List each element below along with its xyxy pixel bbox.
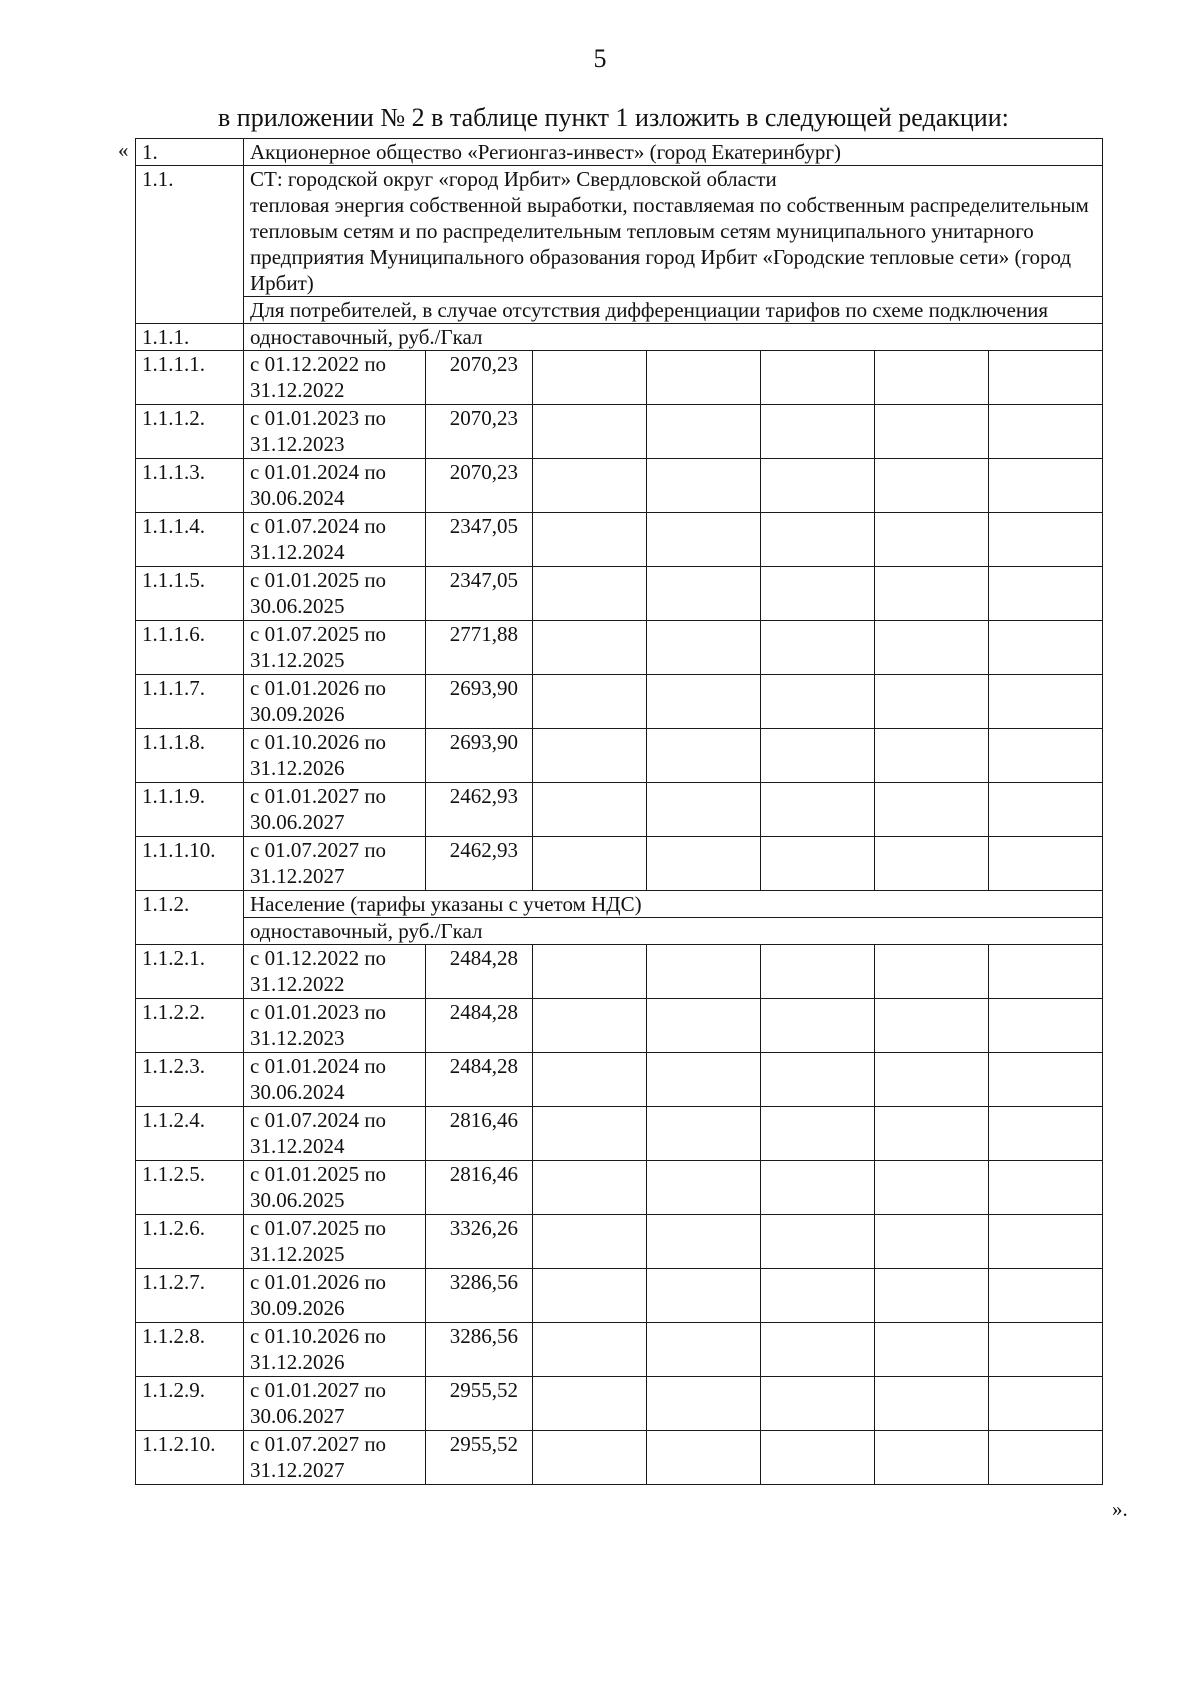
tariff-value: 2693,90 (426, 729, 533, 783)
table-row (136, 1323, 1103, 1377)
empty-cell (875, 1431, 989, 1485)
population-category: Население (тарифы указаны с учетом НДС) (244, 891, 1103, 918)
empty-cell (761, 1161, 875, 1215)
tariff-value: 2816,46 (426, 1161, 533, 1215)
empty-cell (761, 513, 875, 567)
empty-cell (989, 405, 1103, 459)
tariff-type: одноставочный, руб./Гкал (244, 324, 1103, 351)
empty-cell (647, 459, 761, 513)
row-number: 1.1.1.6. (136, 621, 244, 675)
empty-cell (989, 675, 1103, 729)
empty-cell (647, 1323, 761, 1377)
empty-cell (533, 1323, 647, 1377)
row-number: 1.1.2.7. (136, 1269, 244, 1323)
period-cell: с 01.07.2025 по 31.12.2025 (244, 621, 426, 675)
period-cell: с 01.01.2024 по 30.06.2024 (244, 459, 426, 513)
tariff-value: 2771,88 (426, 621, 533, 675)
row-number: 1.1.1. (136, 324, 244, 351)
empty-cell (533, 1053, 647, 1107)
empty-cell (533, 1377, 647, 1431)
table-row (136, 1269, 1103, 1323)
empty-cell (989, 1431, 1103, 1485)
empty-cell (761, 621, 875, 675)
empty-cell (533, 1161, 647, 1215)
row-number: 1.1.1.8. (136, 729, 244, 783)
table-row (136, 459, 1103, 513)
row-number: 1.1.1.5. (136, 567, 244, 621)
period-cell: с 01.01.2023 по 31.12.2023 (244, 999, 426, 1053)
period-cell: с 01.01.2026 по 30.09.2026 (244, 675, 426, 729)
period-cell: с 01.01.2024 по 30.06.2024 (244, 1053, 426, 1107)
empty-cell (761, 837, 875, 891)
empty-cell (647, 621, 761, 675)
empty-cell (533, 675, 647, 729)
table-row (136, 783, 1103, 837)
empty-cell (761, 1107, 875, 1161)
empty-cell (875, 837, 989, 891)
row-number: 1.1.1.7. (136, 675, 244, 729)
empty-cell (647, 1107, 761, 1161)
table-row (136, 999, 1103, 1053)
empty-cell (875, 729, 989, 783)
row-number: 1.1.1.2. (136, 405, 244, 459)
table-row-1-1-2-sub (136, 918, 1103, 945)
empty-cell (875, 513, 989, 567)
tariff-type: одноставочный, руб./Гкал (244, 918, 1103, 945)
period-cell: с 01.10.2026 по 31.12.2026 (244, 1323, 426, 1377)
empty-cell (989, 1161, 1103, 1215)
empty-cell (647, 513, 761, 567)
table-row (136, 1377, 1103, 1431)
period-cell: с 01.01.2025 по 30.06.2025 (244, 1161, 426, 1215)
period-cell: с 01.01.2027 по 30.06.2027 (244, 783, 426, 837)
empty-cell (875, 1323, 989, 1377)
empty-cell (647, 405, 761, 459)
empty-cell (533, 621, 647, 675)
empty-cell (647, 729, 761, 783)
empty-cell (989, 1269, 1103, 1323)
empty-cell (761, 1215, 875, 1269)
row-number: 1.1.1.4. (136, 513, 244, 567)
intro-text: в приложении № 2 в таблице пункт 1 изложить в следующей редакции: (218, 103, 1009, 132)
period-cell: с 01.01.2027 по 30.06.2027 (244, 1377, 426, 1431)
table-row (136, 945, 1103, 999)
empty-cell (989, 945, 1103, 999)
tariff-value: 2070,23 (426, 459, 533, 513)
table-row (136, 351, 1103, 405)
empty-cell (761, 1053, 875, 1107)
empty-cell (989, 351, 1103, 405)
row-number: 1.1.1.1. (136, 351, 244, 405)
table-row (136, 1053, 1103, 1107)
tariff-value: 2484,28 (426, 945, 533, 999)
empty-cell (761, 1431, 875, 1485)
empty-cell (647, 351, 761, 405)
tariff-value: 2693,90 (426, 675, 533, 729)
tariff-value: 2347,05 (426, 513, 533, 567)
empty-cell (875, 1215, 989, 1269)
empty-cell (761, 459, 875, 513)
empty-cell (761, 567, 875, 621)
empty-cell (647, 1431, 761, 1485)
tariff-value: 2070,23 (426, 405, 533, 459)
consumer-category: Для потребителей, в случае отсутствия дифференциации тарифов по схеме подключения (244, 297, 1103, 324)
empty-cell (533, 1431, 647, 1485)
row-number: 1.1.2.3. (136, 1053, 244, 1107)
tariff-value: 2484,28 (426, 1053, 533, 1107)
empty-cell (875, 405, 989, 459)
row-number: 1.1.2. (136, 891, 244, 945)
tariff-value: 2955,52 (426, 1431, 533, 1485)
row-number: 1. (136, 139, 244, 166)
empty-cell (647, 1269, 761, 1323)
empty-cell (647, 783, 761, 837)
row-number: 1.1. (136, 166, 244, 324)
period-cell: с 01.07.2027 по 31.12.2027 (244, 1431, 426, 1485)
table-row (136, 729, 1103, 783)
empty-cell (533, 1215, 647, 1269)
empty-cell (761, 945, 875, 999)
empty-cell (875, 567, 989, 621)
empty-cell (761, 351, 875, 405)
empty-cell (647, 1215, 761, 1269)
tariff-value: 2462,93 (426, 783, 533, 837)
empty-cell (989, 783, 1103, 837)
empty-cell (647, 567, 761, 621)
table-row (136, 1431, 1103, 1485)
open-quote: « (118, 138, 129, 162)
period-cell: с 01.07.2024 по 31.12.2024 (244, 513, 426, 567)
empty-cell (989, 1053, 1103, 1107)
tariff-value: 3286,56 (426, 1323, 533, 1377)
empty-cell (989, 621, 1103, 675)
empty-cell (989, 1215, 1103, 1269)
empty-cell (875, 1377, 989, 1431)
table-row (136, 513, 1103, 567)
empty-cell (875, 675, 989, 729)
table-row (136, 1215, 1103, 1269)
row-number: 1.1.2.9. (136, 1377, 244, 1431)
tariff-value: 2484,28 (426, 999, 533, 1053)
empty-cell (761, 1269, 875, 1323)
table-row-1-1-sub (136, 297, 1103, 324)
empty-cell (533, 999, 647, 1053)
empty-cell (875, 783, 989, 837)
period-cell: с 01.01.2026 по 30.09.2026 (244, 1269, 426, 1323)
empty-cell (533, 1107, 647, 1161)
empty-cell (761, 675, 875, 729)
tariff-value: 2816,46 (426, 1107, 533, 1161)
tariff-value: 2955,52 (426, 1377, 533, 1431)
empty-cell (647, 1377, 761, 1431)
table-row (136, 1107, 1103, 1161)
period-cell: с 01.07.2025 по 31.12.2025 (244, 1215, 426, 1269)
tariff-value: 3286,56 (426, 1269, 533, 1323)
row-number: 1.1.2.10. (136, 1431, 244, 1485)
service-description: СТ: городской округ «город Ирбит» Свердловской области тепловая энергия собственной выработки, поставляемая по собственным распределительным тепловым сетям и по распределительным тепловым сетям муниципального унитарного предприятия Муниципального образования город Ирбит «Городские тепловые сети» (город Ирбит) (244, 166, 1103, 297)
table-row-1-1 (136, 166, 1103, 297)
empty-cell (533, 945, 647, 999)
empty-cell (761, 729, 875, 783)
empty-cell (647, 999, 761, 1053)
tariff-value: 2347,05 (426, 567, 533, 621)
table-row (136, 405, 1103, 459)
table-row (136, 621, 1103, 675)
tariff-value: 2070,23 (426, 351, 533, 405)
period-cell: с 01.01.2023 по 31.12.2023 (244, 405, 426, 459)
period-cell: с 01.10.2026 по 31.12.2026 (244, 729, 426, 783)
empty-cell (533, 513, 647, 567)
table-row-1 (136, 139, 1103, 166)
table-row (136, 675, 1103, 729)
empty-cell (875, 621, 989, 675)
empty-cell (989, 837, 1103, 891)
row-number: 1.1.2.8. (136, 1323, 244, 1377)
empty-cell (647, 945, 761, 999)
table-row (136, 567, 1103, 621)
period-cell: с 01.01.2025 по 30.06.2025 (244, 567, 426, 621)
empty-cell (875, 459, 989, 513)
empty-cell (989, 1377, 1103, 1431)
empty-cell (989, 729, 1103, 783)
row-number: 1.1.2.5. (136, 1161, 244, 1215)
empty-cell (647, 837, 761, 891)
tariff-value: 3326,26 (426, 1215, 533, 1269)
empty-cell (533, 1269, 647, 1323)
empty-cell (989, 1323, 1103, 1377)
row-number: 1.1.2.4. (136, 1107, 244, 1161)
empty-cell (989, 567, 1103, 621)
empty-cell (989, 459, 1103, 513)
empty-cell (761, 783, 875, 837)
empty-cell (989, 1107, 1103, 1161)
tariff-table (135, 138, 1103, 1485)
empty-cell (875, 1053, 989, 1107)
empty-cell (989, 513, 1103, 567)
empty-cell (647, 675, 761, 729)
empty-cell (647, 1161, 761, 1215)
empty-cell (533, 459, 647, 513)
empty-cell (533, 405, 647, 459)
row-number: 1.1.1.10. (136, 837, 244, 891)
empty-cell (761, 999, 875, 1053)
row-number: 1.1.2.2. (136, 999, 244, 1053)
close-quote: ». (1112, 1497, 1128, 1521)
row-number: 1.1.1.9. (136, 783, 244, 837)
empty-cell (875, 1107, 989, 1161)
empty-cell (761, 1377, 875, 1431)
empty-cell (533, 783, 647, 837)
table-row-1-1-1 (136, 324, 1103, 351)
empty-cell (533, 567, 647, 621)
empty-cell (875, 1161, 989, 1215)
empty-cell (533, 351, 647, 405)
tariff-value: 2462,93 (426, 837, 533, 891)
row-number: 1.1.1.3. (136, 459, 244, 513)
table-row (136, 1161, 1103, 1215)
empty-cell (533, 837, 647, 891)
empty-cell (647, 1053, 761, 1107)
company-name: Акционерное общество «Регионгаз-инвест» (город Екатеринбург) (244, 139, 1103, 166)
table-row-1-1-2 (136, 891, 1103, 918)
row-number: 1.1.2.6. (136, 1215, 244, 1269)
empty-cell (989, 999, 1103, 1053)
empty-cell (761, 405, 875, 459)
page-number: 5 (593, 44, 607, 73)
table-row (136, 837, 1103, 891)
empty-cell (875, 945, 989, 999)
period-cell: с 01.12.2022 по 31.12.2022 (244, 945, 426, 999)
row-number: 1.1.2.1. (136, 945, 244, 999)
empty-cell (875, 1269, 989, 1323)
period-cell: с 01.07.2027 по 31.12.2027 (244, 837, 426, 891)
empty-cell (533, 729, 647, 783)
period-cell: с 01.12.2022 по 31.12.2022 (244, 351, 426, 405)
empty-cell (761, 1323, 875, 1377)
empty-cell (875, 999, 989, 1053)
empty-cell (875, 351, 989, 405)
period-cell: с 01.07.2024 по 31.12.2024 (244, 1107, 426, 1161)
